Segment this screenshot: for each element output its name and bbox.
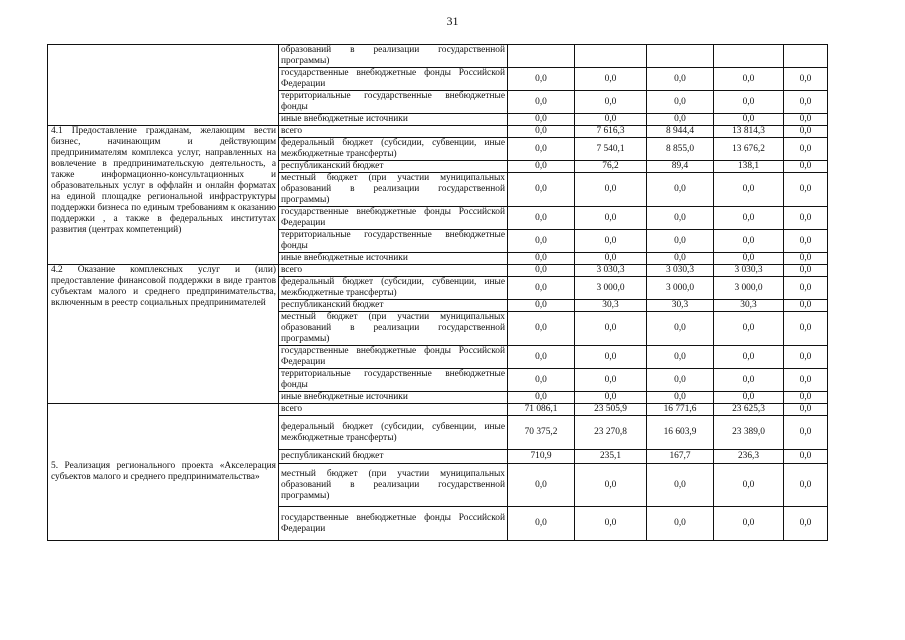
amount-cell: 0,0 — [714, 346, 784, 369]
amount-cell: 8 855,0 — [647, 138, 714, 161]
amount-cell: 3 030,3 — [647, 265, 714, 277]
amount-cell: 0,0 — [647, 346, 714, 369]
funding-source-cell: территориальные государственные внебюджетные фонды — [279, 230, 508, 253]
amount-cell: 0,0 — [714, 230, 784, 253]
funding-source-cell: государственные внебюджетные фонды Российской Федерации — [279, 207, 508, 230]
amount-cell: 0,0 — [575, 253, 647, 265]
amount-cell: 0,0 — [575, 464, 647, 507]
page-number: 31 — [446, 14, 459, 28]
amount-cell — [575, 45, 647, 68]
funding-source-cell: территориальные государственные внебюджетные фонды — [279, 91, 508, 114]
program-name-cell: 5. Реализация регионального проекта «Акселерация субъектов малого и среднего предпринимательства» — [48, 404, 279, 541]
amount-cell: 710,9 — [508, 450, 575, 464]
amount-cell: 0,0 — [714, 253, 784, 265]
amount-cell: 0,0 — [784, 207, 828, 230]
amount-cell: 0,0 — [575, 230, 647, 253]
amount-cell: 236,3 — [714, 450, 784, 464]
funding-table — [47, 44, 828, 541]
funding-source-cell: территориальные государственные внебюджетные фонды — [279, 369, 508, 392]
funding-source-cell: республиканский бюджет — [279, 450, 508, 464]
amount-cell: 0,0 — [575, 507, 647, 541]
funding-source-cell: иные внебюджетные источники — [279, 114, 508, 126]
amount-cell: 235,1 — [575, 450, 647, 464]
program-name-cell — [48, 45, 279, 126]
amount-cell: 0,0 — [714, 369, 784, 392]
amount-cell: 0,0 — [714, 312, 784, 346]
amount-cell: 7 616,3 — [575, 126, 647, 138]
amount-cell: 0,0 — [784, 300, 828, 312]
amount-cell: 0,0 — [508, 277, 575, 300]
amount-cell: 3 000,0 — [647, 277, 714, 300]
amount-cell: 3 000,0 — [575, 277, 647, 300]
amount-cell: 0,0 — [575, 369, 647, 392]
amount-cell: 0,0 — [714, 114, 784, 126]
funding-table-body — [48, 45, 828, 541]
amount-cell: 0,0 — [784, 114, 828, 126]
amount-cell — [714, 45, 784, 68]
funding-source-cell: местный бюджет (при участии муниципальных образований в реализации государственной программы) — [279, 464, 508, 507]
amount-cell: 76,2 — [575, 161, 647, 173]
amount-cell: 0,0 — [784, 126, 828, 138]
amount-cell: 0,0 — [784, 312, 828, 346]
funding-source-cell: иные внебюджетные источники — [279, 253, 508, 265]
amount-cell: 3 030,3 — [714, 265, 784, 277]
amount-cell: 0,0 — [647, 464, 714, 507]
amount-cell: 0,0 — [508, 346, 575, 369]
amount-cell: 0,0 — [784, 416, 828, 450]
amount-cell: 0,0 — [508, 161, 575, 173]
funding-source-cell: федеральный бюджет (субсидии, субвенции, иные межбюджетные трансферты) — [279, 138, 508, 161]
amount-cell: 3 000,0 — [714, 277, 784, 300]
amount-cell: 23 625,3 — [714, 404, 784, 416]
amount-cell: 30,3 — [575, 300, 647, 312]
amount-cell: 0,0 — [784, 91, 828, 114]
amount-cell: 70 375,2 — [508, 416, 575, 450]
amount-cell: 0,0 — [647, 369, 714, 392]
table-row — [48, 265, 828, 277]
amount-cell: 0,0 — [784, 138, 828, 161]
funding-source-cell: государственные внебюджетные фонды Российской Федерации — [279, 68, 508, 91]
amount-cell: 0,0 — [714, 173, 784, 207]
amount-cell: 0,0 — [508, 138, 575, 161]
program-name-cell: 4.1 Предоставление гражданам, желающим вести бизнес, начинающим и действующим предпринимателям комплекса услуг, направленных на вовлечение в предпринимательскую деятельность, а также информационно-консультационных и образовательных услуг в оффлайн и онлайн форматах на единой площадке региональной инфраструктуры поддержки бизнеса по единым требованиям к оказанию поддержки , а также в федеральных институтах развития (центрах компетенций) — [48, 126, 279, 265]
funding-source-cell: местный бюджет (при участии муниципальных образований в реализации государственной программы) — [279, 312, 508, 346]
amount-cell: 0,0 — [575, 114, 647, 126]
amount-cell: 0,0 — [508, 312, 575, 346]
funding-source-cell: всего — [279, 265, 508, 277]
amount-cell: 0,0 — [784, 507, 828, 541]
amount-cell: 0,0 — [508, 265, 575, 277]
amount-cell: 0,0 — [508, 68, 575, 91]
funding-source-cell: всего — [279, 126, 508, 138]
amount-cell: 3 030,3 — [575, 265, 647, 277]
amount-cell: 0,0 — [784, 265, 828, 277]
amount-cell: 0,0 — [575, 173, 647, 207]
amount-cell: 0,0 — [784, 230, 828, 253]
amount-cell: 0,0 — [508, 91, 575, 114]
program-name-cell: 4.2 Оказание комплексных услуг и (или) предоставление финансовой поддержки в виде грантов субъектам малого и среднего предпринимательства, включенным в реестр социальных предпринимателей — [48, 265, 279, 404]
amount-cell: 71 086,1 — [508, 404, 575, 416]
amount-cell: 138,1 — [714, 161, 784, 173]
amount-cell: 13 676,2 — [714, 138, 784, 161]
amount-cell: 0,0 — [714, 68, 784, 91]
amount-cell: 0,0 — [714, 507, 784, 541]
amount-cell: 0,0 — [784, 464, 828, 507]
amount-cell: 0,0 — [575, 207, 647, 230]
table-row — [48, 126, 828, 138]
amount-cell: 0,0 — [647, 392, 714, 404]
amount-cell: 0,0 — [647, 173, 714, 207]
amount-cell: 16 771,6 — [647, 404, 714, 416]
amount-cell: 23 270,8 — [575, 416, 647, 450]
amount-cell: 7 540,1 — [575, 138, 647, 161]
amount-cell: 0,0 — [784, 450, 828, 464]
amount-cell: 0,0 — [575, 312, 647, 346]
amount-cell: 0,0 — [784, 173, 828, 207]
amount-cell: 0,0 — [508, 173, 575, 207]
amount-cell: 0,0 — [575, 68, 647, 91]
amount-cell: 0,0 — [784, 392, 828, 404]
amount-cell: 0,0 — [784, 68, 828, 91]
funding-source-cell: местный бюджет (при участии муниципальных образований в реализации государственной программы) — [279, 173, 508, 207]
amount-cell: 89,4 — [647, 161, 714, 173]
amount-cell: 0,0 — [647, 253, 714, 265]
amount-cell: 0,0 — [714, 207, 784, 230]
amount-cell: 0,0 — [784, 369, 828, 392]
table-row — [48, 404, 828, 416]
amount-cell: 16 603,9 — [647, 416, 714, 450]
funding-source-cell: республиканский бюджет — [279, 300, 508, 312]
amount-cell — [647, 45, 714, 68]
amount-cell: 0,0 — [714, 464, 784, 507]
funding-source-cell: федеральный бюджет (субсидии, субвенции, иные межбюджетные трансферты) — [279, 277, 508, 300]
amount-cell: 0,0 — [508, 230, 575, 253]
funding-source-cell: государственные внебюджетные фонды Российской Федерации — [279, 346, 508, 369]
amount-cell: 0,0 — [508, 507, 575, 541]
amount-cell: 0,0 — [784, 277, 828, 300]
amount-cell: 0,0 — [508, 253, 575, 265]
amount-cell: 0,0 — [784, 161, 828, 173]
amount-cell: 13 814,3 — [714, 126, 784, 138]
amount-cell: 0,0 — [508, 369, 575, 392]
amount-cell: 0,0 — [508, 114, 575, 126]
amount-cell: 0,0 — [508, 392, 575, 404]
amount-cell: 0,0 — [647, 507, 714, 541]
amount-cell: 0,0 — [575, 91, 647, 114]
amount-cell: 0,0 — [647, 91, 714, 114]
amount-cell: 0,0 — [784, 253, 828, 265]
amount-cell: 0,0 — [508, 300, 575, 312]
funding-source-cell: государственные внебюджетные фонды Российской Федерации — [279, 507, 508, 541]
amount-cell: 8 944,4 — [647, 126, 714, 138]
table-row — [48, 45, 828, 68]
amount-cell: 0,0 — [508, 207, 575, 230]
funding-source-cell: республиканский бюджет — [279, 161, 508, 173]
funding-source-cell: иные внебюджетные источники — [279, 392, 508, 404]
amount-cell: 0,0 — [647, 230, 714, 253]
amount-cell: 30,3 — [714, 300, 784, 312]
amount-cell: 0,0 — [647, 312, 714, 346]
amount-cell — [508, 45, 575, 68]
amount-cell: 0,0 — [647, 114, 714, 126]
funding-source-cell: всего — [279, 404, 508, 416]
amount-cell: 0,0 — [508, 464, 575, 507]
amount-cell: 0,0 — [714, 392, 784, 404]
amount-cell: 0,0 — [647, 68, 714, 91]
amount-cell: 0,0 — [575, 392, 647, 404]
amount-cell: 0,0 — [575, 346, 647, 369]
amount-cell: 0,0 — [784, 404, 828, 416]
amount-cell — [784, 45, 828, 68]
amount-cell: 23 505,9 — [575, 404, 647, 416]
amount-cell: 30,3 — [647, 300, 714, 312]
amount-cell: 0,0 — [784, 346, 828, 369]
amount-cell: 23 389,0 — [714, 416, 784, 450]
amount-cell: 167,7 — [647, 450, 714, 464]
funding-source-cell: федеральный бюджет (субсидии, субвенции, иные межбюджетные трансферты) — [279, 416, 508, 450]
amount-cell: 0,0 — [508, 126, 575, 138]
amount-cell: 0,0 — [647, 207, 714, 230]
amount-cell: 0,0 — [714, 91, 784, 114]
funding-source-cell: образований в реализации государственной программы) — [279, 45, 508, 68]
